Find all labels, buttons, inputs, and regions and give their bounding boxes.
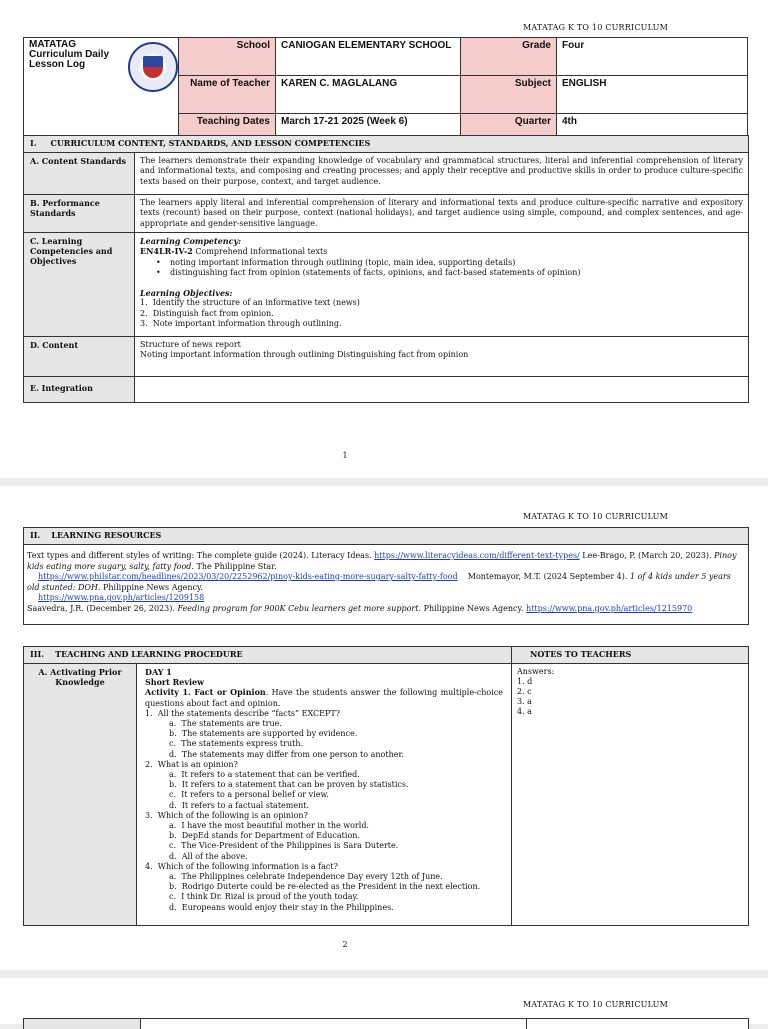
choice: a. The statements are true. <box>169 719 282 729</box>
section-3-title: III. TEACHING AND LEARNING PROCEDURE <box>24 647 512 664</box>
activity-instruction <box>145 687 503 708</box>
competency-bullet: • distinguishing fact from opinion (statements of facts, opinions, and fact-based statements of opinion) <box>140 268 743 278</box>
dll-title: MATATAG Curriculum Daily Lesson Log <box>29 39 110 70</box>
competency-bullet: • noting important information through outlining (topic, main idea, supporting details) <box>140 258 743 268</box>
resource-3-source: Philippine News Agency. <box>103 582 203 592</box>
objective-item: 3. Note important information through outlining. <box>140 319 342 329</box>
competencies-cell <box>135 233 749 337</box>
answer-item: 1. d <box>517 677 533 686</box>
quarter-value: 4th <box>557 114 748 152</box>
school-label: School <box>179 38 276 76</box>
curriculum-label: MATATAG K TO 10 CURRICULUM <box>522 1000 668 1009</box>
choice: c. I think Dr. Rizal is proud of the youth today. <box>169 892 359 902</box>
resource-2-link[interactable]: https://www.philstar.com/headlines/2023/03/20/2252962/pinoy-kids-eating-more-sugary-salty-fatty-food <box>38 572 458 581</box>
subject-value: ENGLISH <box>557 76 748 114</box>
activity-text: . Have the students answer the following multiple-choice questions about fact and opinion. <box>145 688 503 708</box>
integration-cell <box>135 377 749 403</box>
choice: d. Europeans would enjoy their stay in the Philippines. <box>169 902 394 912</box>
answer-item: 2. c <box>517 687 532 696</box>
teacher-value: KAREN C. MAGLALANG <box>276 76 461 114</box>
resource-3-link[interactable]: https://www.pna.gov.ph/articles/1209158 <box>38 593 205 602</box>
choice: b. It refers to a statement that can be proven by statistics. <box>169 780 409 790</box>
answer-item: 4. a <box>517 707 532 716</box>
resource-2-author: Lee-Brago, P. (March 20, 2023). <box>582 551 712 560</box>
activating-label: A. Activating Prior Knowledge <box>24 664 137 926</box>
content-label: D. Content <box>24 337 135 377</box>
choice: c. The Vice-President of the Philippines is Sara Duterte. <box>169 841 399 851</box>
review-label: Short Review <box>145 677 205 688</box>
page-3 <box>0 978 768 1024</box>
question: 1. All the statements describe “facts” EXCEPT? <box>145 708 341 718</box>
section-2-title: II. LEARNING RESOURCES <box>24 528 749 545</box>
objective-item: 1. Identify the structure of an informative text (news) <box>140 298 360 308</box>
grade-label: Grade <box>461 38 557 76</box>
choice: a. It refers to a statement that can be verified. <box>169 770 360 780</box>
curriculum-label: MATATAG K TO 10 CURRICULUM <box>522 512 668 521</box>
page-number: 1 <box>342 451 348 460</box>
choice: d. The statements may differ from one person to another. <box>169 749 404 759</box>
resource-4-title: Feeding program for 900K Cebu learners get more support. <box>177 603 422 613</box>
resource-3-author: Montemayor, M.T. (2024 September 4). <box>467 572 628 581</box>
competency-heading: Learning Competency: <box>140 236 242 246</box>
resource-4-author: Saavedra, J.R. (December 26, 2023). <box>27 603 175 613</box>
grade-value: Four <box>557 38 748 76</box>
dates-label: Teaching Dates <box>179 114 276 152</box>
teacher-label: Name of Teacher <box>179 76 276 114</box>
answer-item: 3. a <box>517 697 532 706</box>
integration-label: E. Integration <box>24 377 135 403</box>
content-cell <box>135 337 749 377</box>
section-2-table <box>23 527 749 625</box>
section-1-title: I. CURRICULUM CONTENT, STANDARDS, AND LESSON COMPETENCIES <box>24 136 749 153</box>
content-line: Noting important information through outlining Distinguishing fact from opinion <box>140 350 469 360</box>
performance-standards-label: B. Performance Standards <box>24 195 135 233</box>
choice: a. The Philippines celebrate Independence Day every 12th of June. <box>169 872 443 882</box>
choice: b. The statements are supported by evidence. <box>169 729 358 739</box>
choice: c. It refers to a personal belief or view. <box>169 790 329 800</box>
competency-text: Comprehend informational texts <box>195 247 328 257</box>
question-block <box>145 709 503 913</box>
resource-2-source: The Philippine Star. <box>196 561 277 571</box>
performance-standards-text: The learners apply literal and inferential comprehension of literary and informational texts and produce culture-specific narrative and expository texts (recount) based on their purpose, context (national holidays), and target audience using simple, compound, and complex sentences, and age-appropriate and gender-sensitive language. <box>135 195 749 233</box>
page-1 <box>0 0 768 478</box>
choice: b. DepEd stands for Department of Education. <box>169 831 360 841</box>
content-standards-text: The learners demonstrate their expanding knowledge of vocabulary and grammatical structures, literal and inferential comprehension of literary and informational texts, and composing and creating processes; and apply their receptive and productive skills in order to produce culture-specific texts based on their purpose, context, and target audience. <box>135 153 749 195</box>
resources-cell <box>24 545 749 625</box>
content-line: Structure of news report <box>140 340 241 349</box>
competency-code: EN4LR-IV-2 <box>140 246 193 257</box>
choice: a. I have the most beautiful mother in the world. <box>169 821 369 831</box>
resource-4-source: Philippine News Agency. <box>423 603 524 613</box>
section-3-table <box>23 646 749 926</box>
quarter-label: Quarter <box>461 114 557 152</box>
notes-cell <box>512 664 749 926</box>
curriculum-label: MATATAG K TO 10 CURRICULUM <box>522 23 668 32</box>
resource-4-link[interactable]: https://www.pna.gov.ph/articles/1215970 <box>526 603 693 613</box>
day-label: DAY 1 <box>145 667 172 677</box>
subject-label: Subject <box>461 76 557 114</box>
school-value: CANIOGAN ELEMENTARY SCHOOL <box>276 38 461 76</box>
answers-label: Answers: <box>517 667 555 676</box>
page-2 <box>0 486 768 970</box>
choice: d. It refers to a factual statement. <box>169 800 309 810</box>
choice: d. All of the above. <box>169 851 248 861</box>
objectives-heading: Learning Objectives: <box>140 288 233 299</box>
competency-line <box>140 246 743 257</box>
objective-item: 2. Distinguish fact from opinion. <box>140 308 274 318</box>
page-number: 2 <box>342 940 348 949</box>
question: 2. What is an opinion? <box>145 759 238 769</box>
question: 4. Which of the following information is a fact? <box>145 861 338 871</box>
dates-value: March 17-21 2025 (Week 6) <box>276 114 461 152</box>
choice: b. Rodrigo Duterte could be re-elected as the President in the next election. <box>169 882 481 892</box>
choice: c. The statements express truth. <box>169 739 304 749</box>
deped-seal-logo <box>128 42 178 92</box>
resource-2-title: Pinoy kids eating more sugary, salty, fatty food. <box>27 551 737 571</box>
section-1-table <box>23 135 749 403</box>
notes-title: NOTES TO TEACHERS <box>512 647 749 664</box>
resource-1-link[interactable]: https://www.literacyideas.com/different-text-types/ <box>374 551 580 560</box>
activity-cell <box>137 664 512 926</box>
question: 3. Which of the following is an opinion? <box>145 810 308 820</box>
resource-3-title: 1 of 4 kids under 5 years old stunted: DOH. <box>27 572 731 592</box>
activity-title: Activity 1. Fact or Opinion <box>145 687 266 698</box>
content-standards-label: A. Content Standards <box>24 153 135 195</box>
resource-1-text: Text types and different styles of writing: The complete guide (2024). Literacy Ideas. <box>27 551 372 560</box>
competencies-label: C. Learning Competencies and Objectives <box>24 233 135 337</box>
